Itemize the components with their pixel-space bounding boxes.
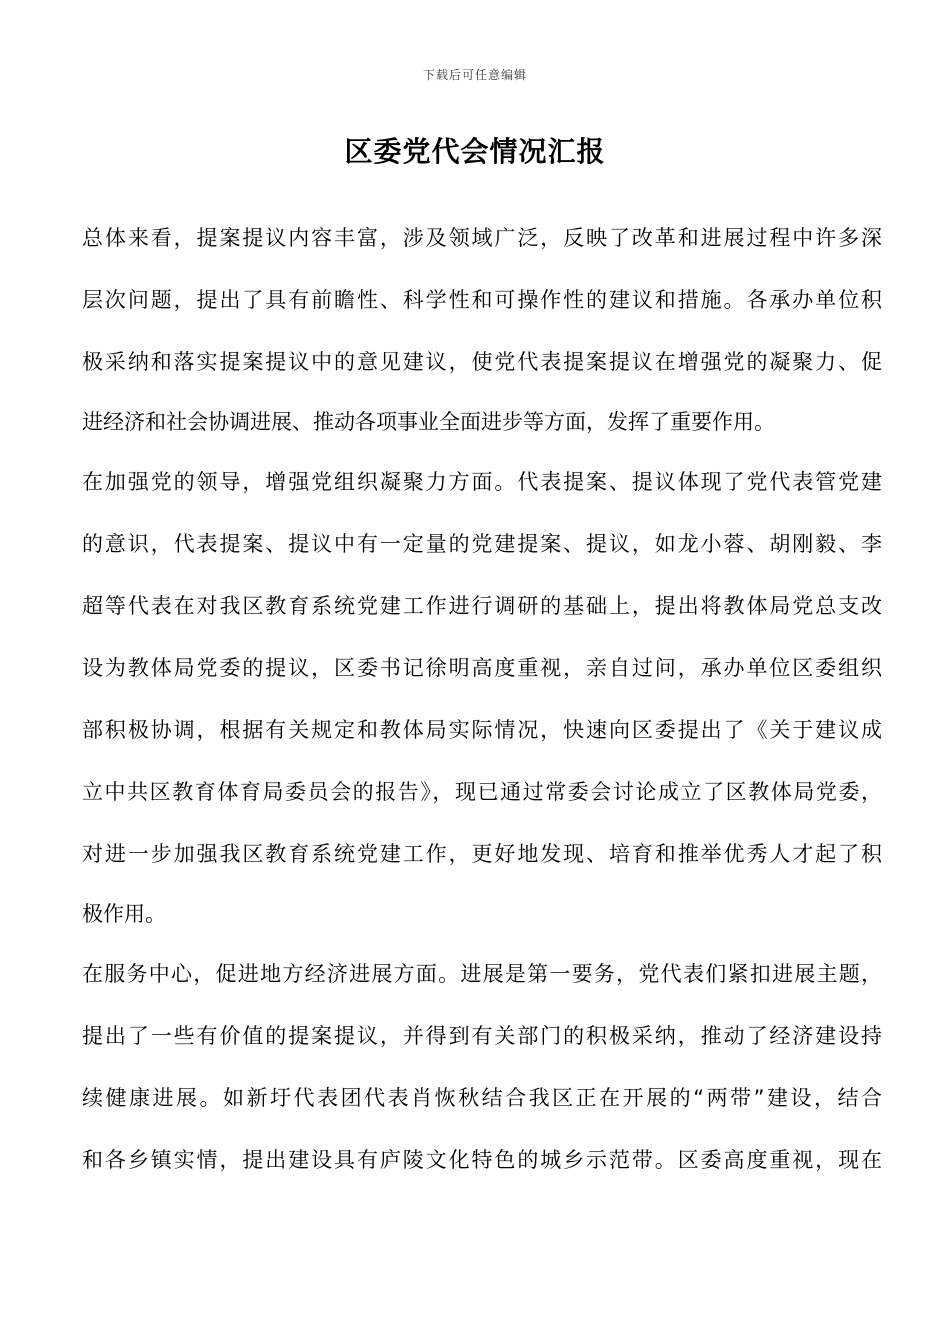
- paragraph-3: [82, 943, 882, 1191]
- text-line: 在加强党的领导，增强党组织凝聚力方面。代表提案、提议体现了党代表管党建: [82, 470, 882, 494]
- text-line: 在服务中心，促进地方经济进展方面。进展是第一要务，党代表们紧扣进展主题，: [82, 962, 882, 986]
- text-line: 极作用。: [82, 902, 166, 926]
- text-line: 提出了一些有价值的提案提议，并得到有关部门的积极采纳，推动了经济建设持: [82, 1024, 882, 1048]
- document-title: 区委党代会情况汇报: [344, 135, 606, 168]
- text-line: 部积极协调，根据有关规定和教体局实际情况，快速向区委提出了《关于建议成: [82, 718, 882, 742]
- text-line: 超等代表在对我区教育系统党建工作进行调研的基础上，提出将教体局党总支改: [82, 594, 882, 618]
- header-note: 下载后可任意编辑: [422, 68, 527, 82]
- document-body: [82, 207, 882, 1191]
- text-line: 总体来看，提案提议内容丰富，涉及领域广泛，反映了改革和进展过程中许多深: [82, 226, 882, 250]
- text-line: 对进一步加强我区教育系统党建工作，更好地发现、培育和推举优秀人才起了积: [82, 842, 882, 866]
- text-line: 设为教体局党委的提议，区委书记徐明高度重视，亲自过问，承办单位区委组织: [82, 656, 882, 680]
- paragraph-1: [82, 207, 882, 451]
- text-line: 极采纳和落实提案提议中的意见建议，使党代表提案提议在增强党的凝聚力、促: [82, 350, 882, 374]
- text-line: 层次问题，提出了具有前瞻性、科学性和可操作性的建议和措施。各承办单位积: [82, 288, 882, 312]
- paragraph-2: [82, 451, 882, 943]
- text-line: 的意识，代表提案、提议中有一定量的党建提案、提议，如龙小蓉、胡刚毅、李: [82, 532, 882, 556]
- text-line: 和各乡镇实情，提出建设具有庐陵文化特色的城乡示范带。区委高度重视，现在: [82, 1148, 882, 1172]
- text-line: 进经济和社会协调进展、推动各项事业全面进步等方面，发挥了重要作用。: [82, 410, 775, 434]
- text-line: 立中共区教育体育局委员会的报告》，现已通过常委会讨论成立了区教体局党委，: [82, 780, 882, 804]
- text-line: 续健康进展。如新圩代表团代表肖恢秋结合我区正在开展的“两带”建设，结合: [82, 1086, 882, 1110]
